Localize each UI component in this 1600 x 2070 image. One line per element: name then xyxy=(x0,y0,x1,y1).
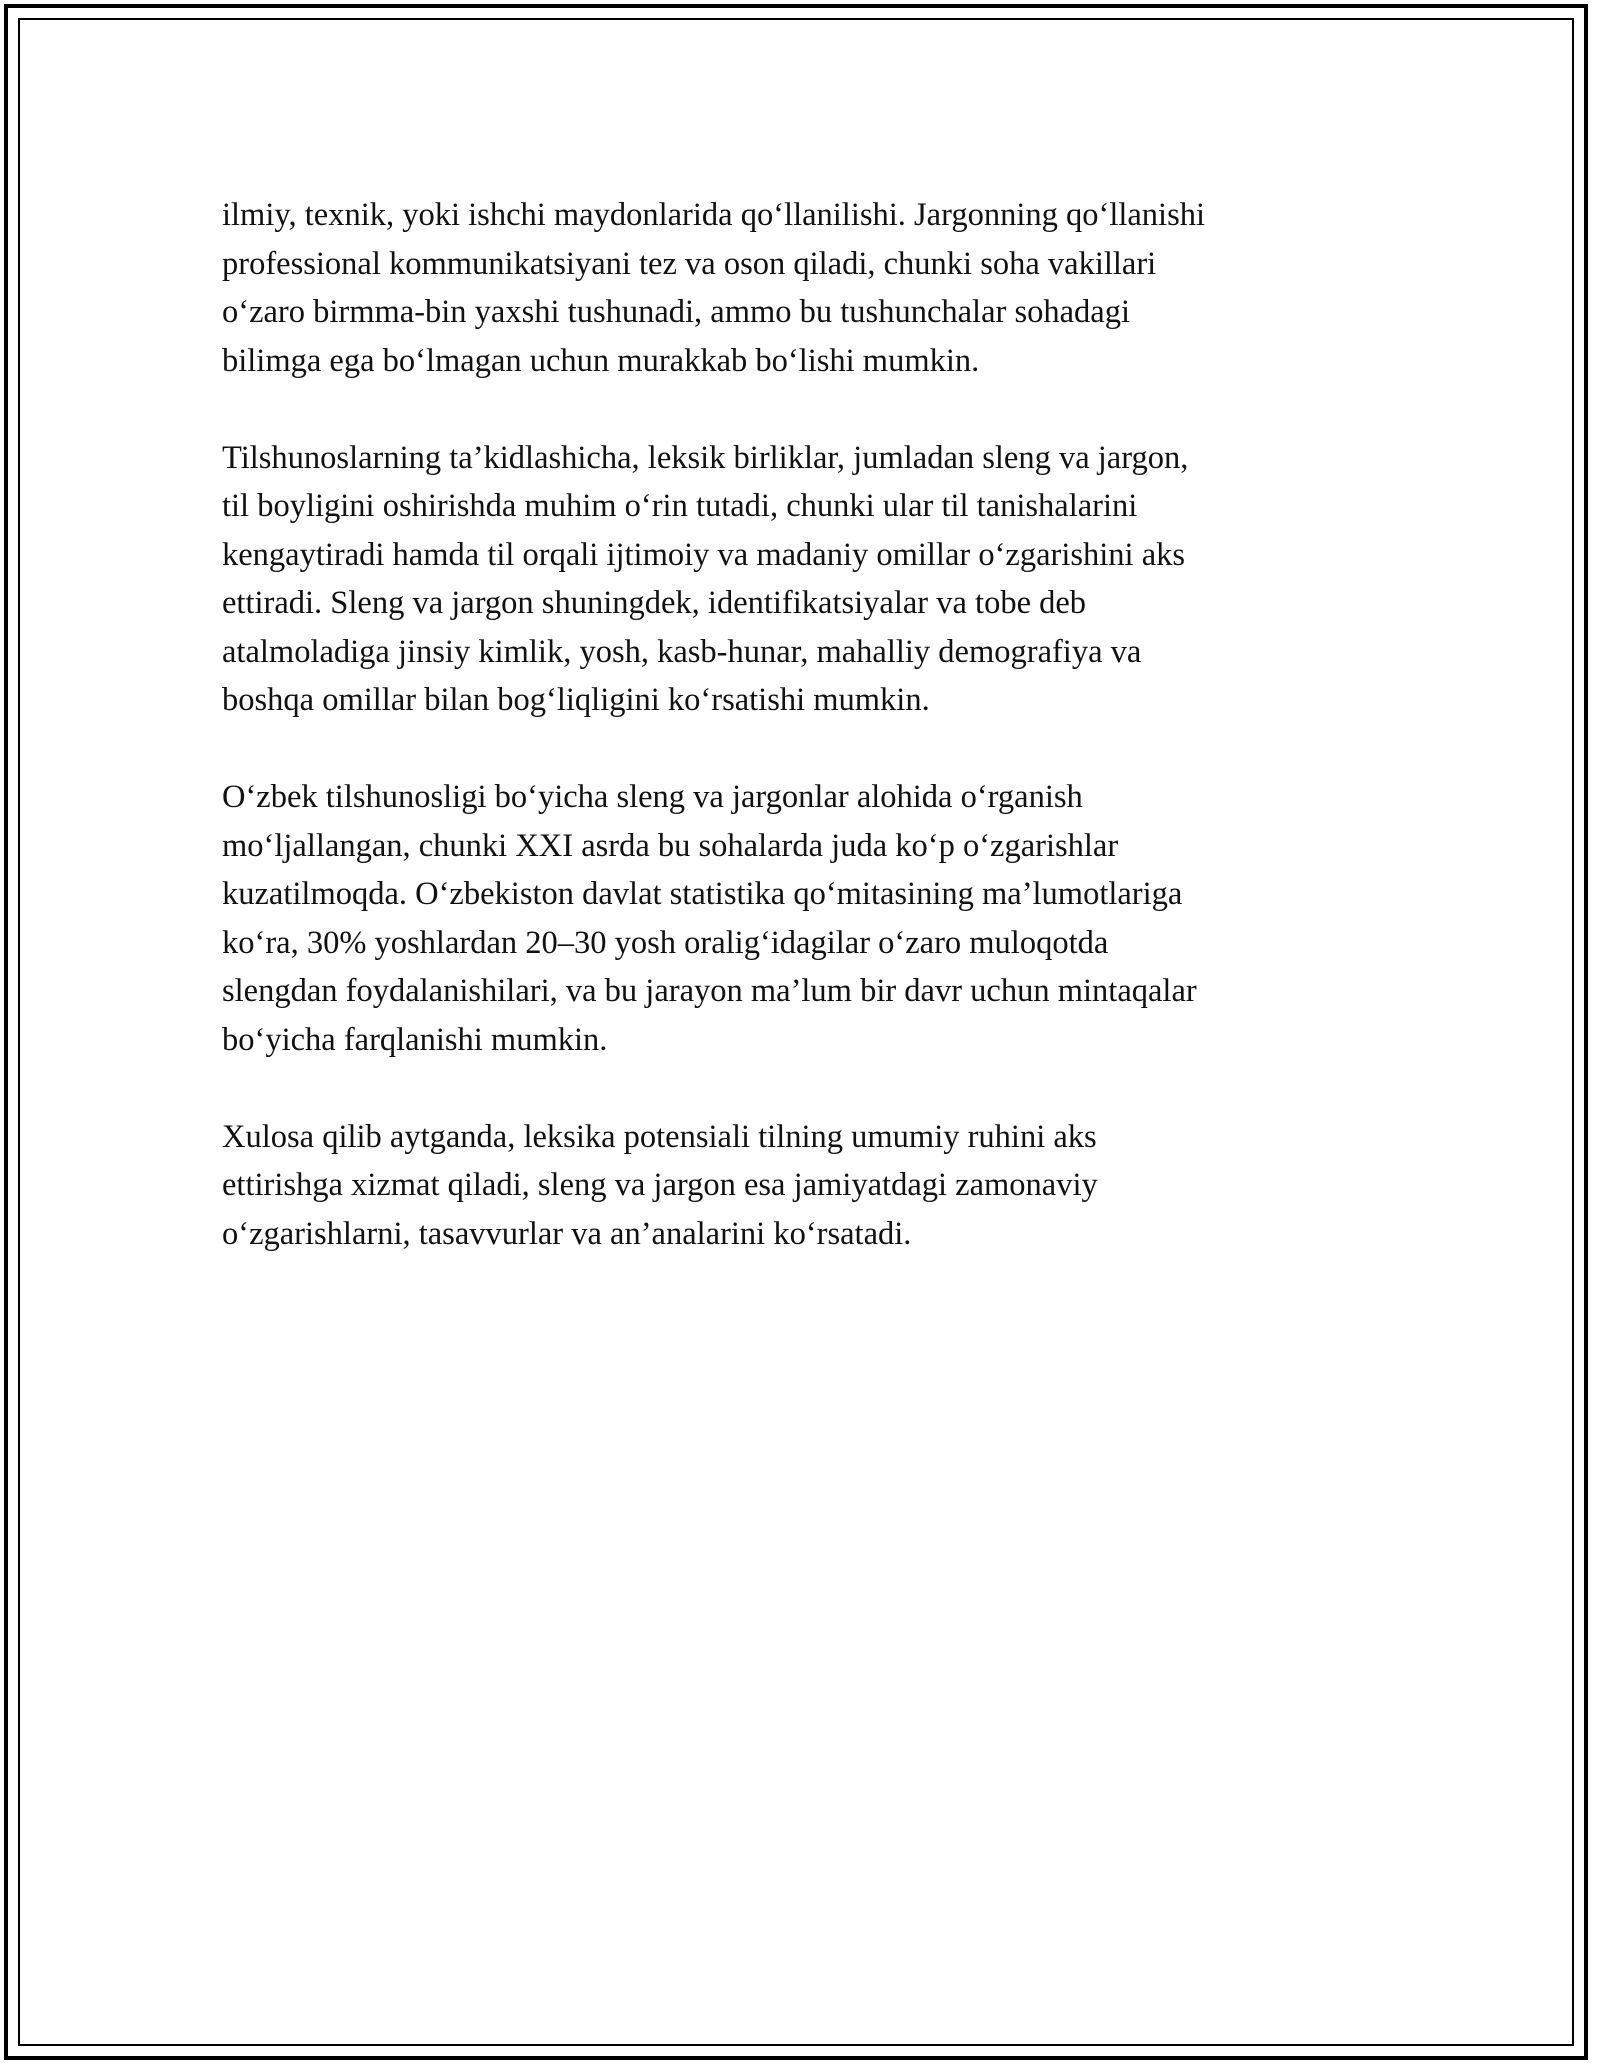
text-line: mo‘ljallangan, chunki XXI asrda bu sohalarda juda ko‘p o‘zgarishlar xyxy=(222,827,1119,864)
paragraph-uzbek-linguistics xyxy=(222,773,1362,1064)
text-line: Xulosa qilib aytganda, leksika potensiali tilning umumiy ruhini aks xyxy=(222,1118,1097,1155)
text-line: ilmiy, texnik, yoki ishchi maydonlarida qo‘llanilishi. Jargonning qo‘llanishi xyxy=(222,197,1206,233)
text-line: til boyligini oshirishda muhim o‘rin tutadi, chunki ular til tanishalarini xyxy=(222,488,1138,524)
text-line: o‘zaro birmma-bin yaxshi tushunadi, ammo bu tushunchalar sohadagi xyxy=(222,294,1130,330)
document-body xyxy=(222,191,1362,1307)
text-line: ettiradi. Sleng va jargon shuningdek, identifikatsiyalar va tobe deb xyxy=(222,585,1087,621)
text-line: ko‘ra, 30% yoshlardan 20–30 yosh oralig‘idagilar o‘zaro muloqotda xyxy=(222,924,1109,961)
paragraph-linguists-view xyxy=(222,434,1362,725)
text-line: bo‘yicha farqlanishi mumkin. xyxy=(222,1021,608,1058)
text-line: professional kommunikatsiyani tez va oson qiladi, chunki soha vakillari xyxy=(222,245,1157,282)
paragraph-jargon-usage xyxy=(222,191,1362,385)
text-line: o‘zgarishlarni, tasavvurlar va an’analarini ko‘rsatadi. xyxy=(222,1215,912,1252)
paragraph-conclusion xyxy=(222,1113,1362,1259)
text-line: atalmoladiga jinsiy kimlik, yosh, kasb-hunar, mahalliy demografiya va xyxy=(222,633,1142,670)
text-line: bilimga ega bo‘lmagan uchun murakkab bo‘lishi mumkin. xyxy=(222,342,980,379)
text-line: Tilshunoslarning ta’kidlashicha, leksik birliklar, jumladan sleng va jargon, xyxy=(222,439,1189,476)
text-line: O‘zbek tilshunosligi bo‘yicha sleng va jargonlar alohida o‘rganish xyxy=(222,779,1083,815)
text-line: kengaytiradi hamda til orqali ijtimoiy va madaniy omillar o‘zgarishini aks xyxy=(222,536,1186,573)
text-line: ettirishga xizmat qiladi, sleng va jargon esa jamiyatdagi zamonaviy xyxy=(222,1167,1098,1203)
text-line: slengdan foydalanishilari, va bu jarayon ma’lum bir davr uchun mintaqalar xyxy=(222,973,1197,1009)
text-line: boshqa omillar bilan bog‘liqligini ko‘rsatishi mumkin. xyxy=(222,682,930,718)
text-line: kuzatilmoqda. O‘zbekiston davlat statistika qo‘mitasining ma’lumotlariga xyxy=(222,876,1183,912)
